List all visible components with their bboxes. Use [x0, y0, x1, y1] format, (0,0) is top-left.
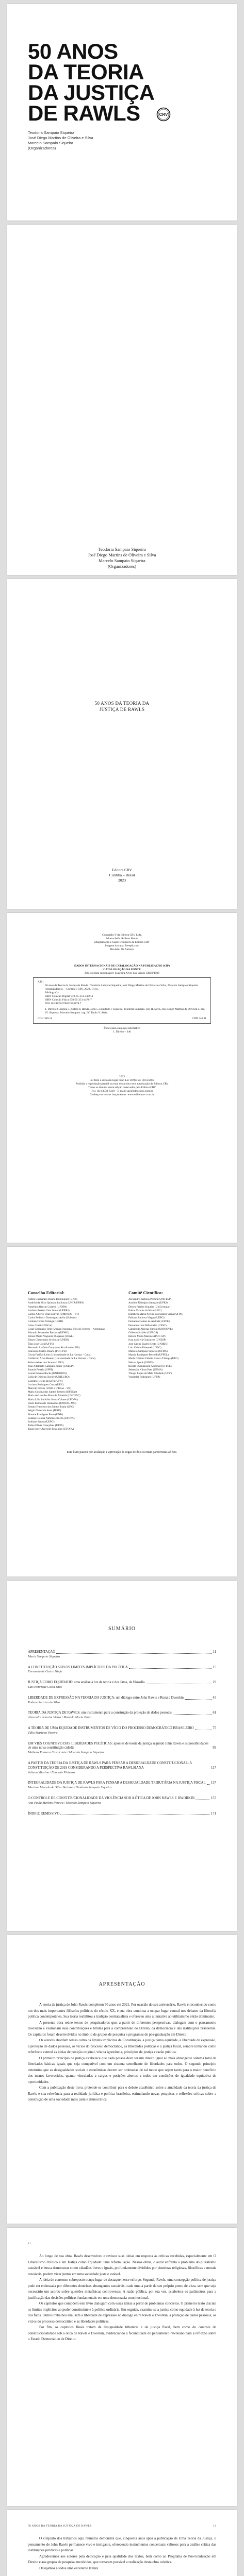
toc-entry-page: 157 [210, 1796, 216, 1800]
body-paragraph: Por fim, os capítulos finais tratam da desigualdade tributária e da justiça fiscal, bem como do controle de constitucionalidade sob a ótica de Rawls e Dworkin, evidenciando a fecundidade do pensamento rawlsiano para a reflexão sobre o Estado Democrático de Direito. [28, 2325, 216, 2341]
editorial-member: Cesar Gerónimo Tello (Univer. Nacional Três de Febrero – Argentina) [28, 1327, 105, 1331]
cover-title-line: DA JUSTIÇA [28, 80, 155, 105]
scientific-member: Gabriel de Alencar Simoni (UNINOVE) [128, 1327, 173, 1331]
editorial-member: Andréia da Silva Quintanilha Sousa (UNIR/UFRN) [28, 1301, 85, 1305]
editorial-member: Guillermo Arias Beatón (Universidade de La Havana – Cuba) [28, 1357, 95, 1361]
editorial-member: Lídia de Oliveira Xavier (UNIEURO) [28, 1376, 70, 1379]
toc-entry-author: Túlio Mariano Pereira [28, 1731, 58, 1735]
cip-subjects: 1. Direito 2. Justiça 3. Justiça 4. Rawls, John 5. Equidade I. Siqueira, Teodoria Sampaio. org. II. Silva, José Diego Martins de Oliveira e. org. III. Siqueira, Marcelo Sampaio. org. IV. Título V. Série. [45, 1008, 205, 1014]
body-paragraph: A presente obra reúne textos de pesquisadores que, a partir de diferentes perspectivas, dialogam com o pensamento rawlsiano e examinam suas contribuições e limites para a compreensão do Direito, da democracia e das instituições brasileiras. Os capítulos foram desenvolvidos no âmbito de grupos de pesquisa e programas de pós-graduação em Direito. [28, 2020, 216, 2037]
toc-entry[interactable] [28, 1681, 216, 1690]
scientific-committee-title: Comitê Científico: [128, 1290, 163, 1295]
editorial-member: João Adalberto Campato Junior (UNESP) [28, 1364, 74, 1368]
svg-text:CRV: CRV [159, 112, 168, 117]
toc-entry-title: O CONTROLE DE CONSTITUCIONALIDADE DA VIOLÊNCIA SOB A ÓTICA DE JOHN RAWLS E DWORKIN [28, 1796, 195, 1800]
toc-entry-page: 117 [211, 1766, 216, 1770]
scientific-member: Maria Cristina Vidotte Blanco Tárrega (UFG) [128, 1357, 179, 1361]
cip-isbn: ISBN Coleção Física 978-65-251-4478-7 [45, 998, 92, 1002]
editorial-council-title: Conselho Editorial: [28, 1290, 65, 1295]
editorial-member: Tania Suely Azevedo Brasileiro (UFOPA) [28, 1428, 74, 1431]
cover-organizers [28, 130, 93, 151]
body-paragraph: A ideia de consenso sobreposto ocupa lugar de destaque nesse esforço. Segundo Rawls, uma concepção política de justiça pode ser endossada por diferentes doutrinas abrangentes razoáveis, cada uma a partir de seu próprio ponto de vista, sem que seja necessário um acordo sobre questões metafísicas controversas. A razão pública, por sua vez, estabelece os parâmetros para a justificação das decisões políticas fundamentais em uma democracia constitucional. [28, 2278, 216, 2300]
toc-entry[interactable] [28, 1781, 216, 1790]
index-title: Índice para catálogo sistemático [104, 1027, 140, 1030]
copyright-footer [33, 1075, 211, 1097]
page-number: 11 [28, 2242, 31, 2245]
body-paragraph: Com a publicação deste livro, pretende-se contribuir para o debate acadêmico sobre a atualidade da teoria da justiça de Rawls e sua relevância para a realidade jurídica e política brasileira, estimulando novas pesquisas e reflexões críticas sobre a construção de uma sociedade mais justa e democrática. [28, 2086, 216, 2102]
organizer-role: (Organizadores) [28, 146, 56, 150]
toc-entry[interactable] [28, 1711, 216, 1720]
footer-legal: Proibida a reprodução parcial ou total desta obra sem autorização da Editora CRV [75, 1082, 169, 1086]
copyright-line: Copyright © da Editora CRV Ltda. [102, 934, 142, 937]
toc-entry-title: A PARTIR DA TEORIA DA JUSTIÇA DE RAWLS PARA PENSAR A DESIGUALDADE CONSTITUCIONAL: A CONSTITUIÇÃO DE 2019 CONSIDERANDO A PERSPECTIVA RAWLSIANA [28, 1761, 192, 1770]
editorial-member: Celso Conti (UFSCar) [28, 1324, 53, 1327]
editorial-member: Maria Cristina dos Santos Bezerra (UFSCar) [28, 1391, 77, 1394]
editorial-member: Carlos Alberto Vilar Estêvão (UMINHO – PT) [28, 1313, 79, 1316]
toc-entry-title: UM VIÉS COGNITIVO DAS LIBERDADES POLÍTICAS: apontes de teoria da justiça segundo John Rawls e as possibilidades de uma nova constituição cidadã [28, 1741, 208, 1750]
scientific-member: Nelson Speck (UFMS) [128, 1361, 154, 1364]
half-title-line: 50 ANOS DA TEORIA DA [94, 701, 150, 706]
body-paragraph: Os capítulos que compõem este livro dialogam com essas ideias a partir de problemas concretos. O primeiro texto discute os limites implícitos ao poder constituinte e à política ordinária. Em seguida, examina-se a justiça como equidade à luz da teoria e dos fatos. Outros trabalhos analisam a liberdade de expressão no diálogo entre Rawls e Dworkin, a proteção de dados pessoais, os vícios do processo democrático e as liberdades políticas. [28, 2301, 216, 2324]
toc-entry-author: Juliana Vitorino / Eduardo Pinheiro [28, 1770, 75, 1774]
editorial-member: Sérgio Nunes de Jesus (IFRO) [28, 1409, 61, 1413]
toc-entry[interactable] [28, 1696, 216, 1705]
cip-cdd: CDD 340.11 [192, 1017, 206, 1020]
index-item: 1. Direito – 340 [113, 1030, 131, 1033]
page-number: 13 [213, 2524, 216, 2528]
toc-entry-author: Matheus Fonseca Cavalcante / Marcelo Sampaio Siqueira [28, 1751, 104, 1755]
toc-leader [207, 1784, 210, 1785]
copyright-line: Diagramação e Capa: Designers da Editora CRV [94, 941, 150, 944]
publisher-logo-icon [156, 107, 171, 122]
toc-leader [185, 1699, 212, 1700]
body-paragraph: Ao longo de sua obra, Rawls desenvolveu e revisou suas ideias em resposta às críticas recebidas, especialmente em O Liberalismo Político e em Justiça como Equidade: uma reformulação. Nessas obras, o autor enfrenta o problema do pluralismo razoável e busca demonstrar como cidadãos livres e iguais, profundamente divididos por doutrinas religiosas, filosóficas e morais razoáveis, podem viver juntos em uma sociedade justa e estável. [28, 2254, 216, 2276]
editorial-member: Carlos Federico Dominguez Avila (Unieuro) [28, 1316, 77, 1320]
editorial-member: Lourdes Helena da Silva (UFV) [28, 1379, 63, 1383]
presentation-title: APRESENTAÇÃO [99, 1981, 145, 1987]
toc-entry-page: 29 [213, 1681, 216, 1685]
body-paragraph: A teoria da justiça de John Rawls completou 50 anos em 2021. Por ocasião do seu aniversário, Rawls é reconhecido como um dos mais importantes filósofos políticos do século XX, e sua obra continua a ocupar lugar central nos debates da filosofia política contemporânea. Sua teoria reabilitou a tradição contratualista e ofereceu uma alternativa ao utilitarismo então dominante. [28, 2003, 216, 2019]
cip-box [33, 977, 211, 1024]
editor-name: Teodoria Sampaio Siqueira [98, 547, 146, 552]
scientific-member: Luiz Otávio Pimentel (UFSC) [128, 1346, 161, 1349]
scientific-member: Vanderlei Rodrigues (UFPR) [128, 1376, 160, 1379]
toc-entry-author: Rudene Saraiva da Silva [28, 1700, 60, 1704]
cover-title-line: DA TEORIA [28, 60, 144, 84]
half-title [7, 700, 237, 713]
editorial-member: Aldira Guimarães Duarte Domínguez (UNB) [28, 1298, 77, 1301]
toc-entry-title: ÍNDICE REMISSIVO [28, 1811, 60, 1816]
toc-leader [173, 1714, 212, 1715]
cip-header: CATALOGAÇÃO NA FONTE [103, 968, 141, 971]
toc-entry[interactable] [28, 1726, 216, 1736]
editorial-council-list [28, 1298, 118, 1431]
copyright-page [7, 913, 237, 1243]
body-paragraph: Os autores abordam temas como os limites implícitos da Constituição, a justiça como equidade, a liberdade de expressão, a proteção de dados pessoais, os vícios do processo democrático, as liberdades políticas e a justiça fiscal, sempre tomando como referência central as ideias de posição original, véu da ignorância, princípios de justiça e razão pública. [28, 2038, 216, 2054]
toc-page [7, 1581, 237, 1931]
cip-body: 50 anos da Teoria da Justiça de Rawls / Teodoria Sampaio Siqueira, José Diego Martins de Oliveira e Silva, Marcelo Sampaio Siqueira (organizadores). – Curitiba : CRV, 2023. 174 p. [45, 984, 198, 991]
toc-entry-author: Luis Henrique Costa Dias [28, 1685, 62, 1689]
editorial-member: Simone Rodrigues Pinto (UNB) [28, 1413, 63, 1416]
presentation-page [7, 1935, 237, 2224]
toc-entry-title: LIBERDADE DE EXPRESSÃO NA TEORIA DA JUSTIÇA: um diálogo entre John Rawls e Ronald Dworkin [28, 1696, 184, 1700]
editorial-member: Gloria Fariñas León (Universidade de La Havana – Cuba) [28, 1353, 91, 1357]
cip-doi: DOI 10.24824/978652514478.7 [45, 1002, 82, 1005]
editor-name: José Diego Martins de Oliveira e Silva [88, 552, 156, 557]
editorial-member: Leonel Severo Rocha (UNISINOS) [28, 1372, 67, 1376]
toc-entry-title: INTEGRALIDADE DA JUSTIÇA DE RAWLS PARA PENSAR A DESIGUALDADE TRIBUTÁRIA NA JUSTIÇA FISCAL [28, 1781, 206, 1785]
cover-page [7, 4, 237, 221]
body-paragraph: O primeiro princípio de justiça estabelece que cada pessoa deve ter um direito igual ao mais abrangente sistema total de liberdades básicas iguais que seja compatível com um sistema semelhante de liberdades para todos. O segundo princípio determina que as desigualdades sociais e econômicas devem ser ordenadas de tal modo que sejam tanto para o maior benefício dos menos favorecidos, quanto vinculadas a cargos e posições abertos a todos em condições de igualdade equitativa de oportunidades. [28, 2056, 216, 2084]
scientific-member: Dirceu Pereira Siqueira (UniCesumar) [128, 1305, 171, 1309]
half-title-line: JUSTIÇA DE RAWLS [99, 707, 145, 712]
organizer-name: Teodoria Sampaio Siqueira [28, 130, 75, 135]
toc-entry-page: 137 [210, 1781, 216, 1785]
editorial-member: Eduardo Fernandes Barbosa (UFMG) [28, 1331, 69, 1335]
cip-cdu: CDU 340.11 [38, 1017, 52, 1020]
toc-entry[interactable] [28, 1761, 216, 1775]
continued-text [28, 2253, 216, 2343]
toc-entry[interactable] [28, 1666, 216, 1675]
editor-role: (Organizadores) [107, 564, 137, 569]
toc-entry-title: APRESENTAÇÃO [28, 1650, 56, 1654]
last-text [28, 2536, 216, 2576]
editorial-member: Fernando Antônio Gonçalves Alcoforado (IPB) [28, 1346, 80, 1349]
toc-entry[interactable] [28, 1797, 216, 1806]
scientific-member: Marcelo Sampaio Siqueira (UFMS) [128, 1350, 168, 1353]
publisher-info [7, 868, 237, 883]
organizer-name: Marcelo Sampaio Siqueira [28, 141, 73, 145]
editorial-member: Renato Francisco dos Santos Paula (UFG) [28, 1405, 74, 1409]
copyright-line: Imagem da capa: Freepik.com [105, 944, 139, 947]
last-page [7, 2510, 237, 2576]
cover-title [28, 41, 172, 124]
toc-entry-title: TEORIA DA JUSTIÇA DE RAWLS: um instrumento para a construção da proteção de dados pessoais [28, 1711, 172, 1715]
toc-entry-author: Ana Paula Martins Pereira / Marcelo Sampaio Siqueira [28, 1801, 101, 1805]
editorial-member: Maria Lília Imbiriba Sousa Colares (UFOPA) [28, 1398, 78, 1401]
editorial-member: Élsio José Corá (UFFS) [28, 1342, 54, 1346]
toc-entry-title: A CONSTITUIÇÃO SOB OS LIMITES IMPLÍCITOS DA POLÍTICA [28, 1665, 128, 1669]
scientific-committee [128, 1291, 219, 1380]
editorial-member: Paulo Romualdo Hernandes (UNIFAL-MG) [28, 1401, 76, 1405]
toc-entry[interactable] [28, 1650, 216, 1659]
editorial-member: Anselmo Alencar Colares (UFOPA) [28, 1305, 68, 1309]
editor-name: Marcelo Sampaio Siqueira [99, 558, 145, 563]
toc-entry-page: 171 [210, 1811, 216, 1816]
scientific-member: Edson Vicente da Silva (UFC) [128, 1309, 162, 1312]
editorial-member: Tadeu Oliver Gonçalves (UFPA) [28, 1424, 64, 1428]
publisher-name: Editora CRV [112, 868, 132, 872]
editorial-member: Jailson Alves dos Santos (UFRJ) [28, 1361, 64, 1364]
publisher-city: Curitiba – Brasil [109, 873, 135, 877]
toc-list [28, 1650, 216, 1822]
cip-code: A111 [38, 980, 44, 984]
copyright-line: Revisão: Os Autores [110, 948, 134, 951]
footer-legal: Todos os direitos desta edição reservados pela Editora CRV [88, 1086, 156, 1089]
footer-legal: Foi feito o depósito legal conf. Lei 10.994 de 14/12/2004 [89, 1079, 155, 1082]
toc-entry-page: 99 [213, 1746, 216, 1750]
toc-entry-page: 45 [213, 1696, 216, 1700]
editorial-member: Marcelo Paixão (UFRJ e UTexas – US) [28, 1387, 71, 1391]
peer-review-note: Este livro passou por avaliação e aprovação às cegas de dois ou mais pareceristas ad hoc. [67, 1451, 177, 1454]
scientific-member: Fernando Luiz Hillesheim (UFSC) [128, 1324, 167, 1327]
scientific-member: Fernando Gomes de Andrade (UFPE) [128, 1320, 170, 1324]
cip-librarian: Bibliotecária responsável: Luzenira Alves dos Santos CRB9/1506 [85, 972, 159, 975]
scientific-committee-list [128, 1298, 219, 1379]
editors-block [7, 547, 237, 569]
scientific-member: Elizabeth Maria Pereira dos Santos Viana (UFPR) [128, 1313, 184, 1316]
scientific-member: Fabiana Barbosa Viegas (UEPG) [128, 1316, 165, 1320]
toc-entry-title: A TEORIA DE UMA EQUIDADE INSTRUMENTOS DE VÍCIO DO PROCESSO DEMOCRÁTICO BRASILEIRO [28, 1726, 194, 1730]
presentation-text [28, 2002, 216, 2103]
editorial-member: Antônio Pereira Gaio Júnior (UFRRJ) [28, 1309, 70, 1312]
council-page [7, 1247, 237, 1577]
editorial-member: Sydione Santos (UEPG) [28, 1420, 55, 1423]
scientific-member: Marcia Rodrigues Bertoldi (UFPEL) [128, 1353, 169, 1357]
half-title-page [7, 579, 237, 909]
scientific-member: Ivan da Silva Gonçalves (UNESP) [128, 1338, 167, 1342]
continued-page [7, 2228, 237, 2506]
editorial-member: Maria de Lourdes Pinto de Almeida (UNOESC) [28, 1394, 80, 1398]
scientific-member: Antônio Ubirajara Sampaio (UFRJ) [128, 1301, 168, 1305]
editorial-member: Josania Portela (UFPI) [28, 1368, 53, 1372]
body-paragraph: Desejamos a todos uma excelente leitura. [39, 2566, 99, 2570]
toc-entry-page: 61 [213, 1711, 216, 1715]
footer-website: Conheça os nossos lançamentos: www.editoracrv.com.br [90, 1093, 154, 1096]
toc-entry-page: 15 [213, 1665, 216, 1669]
editorial-member: Solange Helena Ximenes-Rocha (UFOPA) [28, 1416, 75, 1420]
editors-page [7, 225, 237, 575]
editorial-member: Carmen Tereza Velanga (UNIR) [28, 1320, 63, 1324]
toc-leader [56, 1653, 212, 1654]
editorial-member: Elione Maria Nogueira Diogenes (UFAL) [28, 1335, 74, 1338]
cip-bibliography: Bibliografia [45, 991, 59, 994]
toc-entry-author: Alexandre Amorim Vieira / Marcela Maria Pinto [28, 1716, 91, 1720]
scientific-member: Helena Maria Marques (PUC-SP) [128, 1335, 166, 1338]
editorial-council [28, 1291, 118, 1432]
toc-entry-author: Fernanda de Castro Ninfo [28, 1670, 62, 1674]
copyright-line: Editor-chefe: Railson Moura [105, 937, 139, 940]
cip-record [33, 964, 211, 1034]
toc-entry[interactable] [28, 1742, 216, 1755]
toc-entry-page: 75 [213, 1726, 216, 1730]
running-header: 50 ANOS DA TEORIA DA JUSTIÇA DE RAWLS [28, 2524, 92, 2528]
scientific-member: José Carlos Soares Bento (UNIRIO) [128, 1342, 169, 1346]
copyright-credits [33, 934, 211, 952]
editorial-member: Elizeu Clementino de Souza (UNEB) [28, 1338, 69, 1342]
cip-classification [38, 1017, 206, 1021]
footer-year: 2023 [119, 1075, 125, 1078]
footer-contact: Tel.: (41) 3039-6418 – E-mail: sac@editoracrv.com.br [91, 1090, 153, 1093]
toc-leader [129, 1668, 212, 1669]
body-paragraph: Agradecemos aos autores pela dedicação e pela qualidade dos textos, bem como ao Programa de Pós-Graduação em Direito e aos grupos de pesquisa envolvidos, que tornaram possível a realização desta obra coletiva. [28, 2554, 216, 2564]
toc-entry-author: Mariane Macedo da Silva Barbosa / Teodoria Sampaio Siqueira [28, 1786, 112, 1790]
cover-title-line: DE RAWLS [28, 101, 140, 125]
cover-title-line: 50 ANOS [28, 39, 118, 63]
toc-title: SUMÁRIO [108, 1626, 136, 1632]
toc-entry-title: JUSTIÇA COMO EQUIDADE: uma análise à luz da teoria e dos fatos, da filosofia [28, 1681, 145, 1685]
scientific-member: Alexandre Barbosa Pereira (UNIFESP) [128, 1298, 172, 1301]
organizer-name: José Diego Martins de Oliveira e Silva [28, 135, 93, 140]
toc-entry-author: Maria Sampaio Siqueira [28, 1654, 60, 1658]
editorial-member: Luciano Rodrigues Costa (UFV) [28, 1383, 64, 1386]
scientific-member: Renata Ovenhausen Albernaz (UFPEL) [128, 1364, 172, 1368]
scientific-member: Sebastião Nilton Paes (UFMA) [128, 1368, 163, 1372]
editorial-member: Francisco Carlos Duarte (PUC-PR) [28, 1350, 67, 1353]
scientific-member: Gilberto Schäfer (UFRGS) [128, 1331, 158, 1335]
toc-entry-page: 11 [213, 1650, 216, 1654]
publication-year: 2023 [118, 878, 126, 883]
cip-isbn: ISBN Coleção Digital 978-65-251-4479-4 [45, 995, 93, 998]
toc-entry[interactable] [28, 1812, 216, 1817]
cip-header: DADOS INTERNACIONAIS DE CATALOGAÇÃO NA PUBLICAÇÃO (CIP) [74, 964, 170, 968]
body-paragraph: O conjunto dos trabalhos aqui reunidos demonstra que, cinquenta anos após a publicação de Uma Teoria da Justiça, o pensamento de John Rawls permanece vivo e instigante, oferecendo instrumentos conceituais valiosos para a análise crítica das instituições jurídicas e políticas. [28, 2536, 216, 2552]
scientific-member: Thiago Lopes de Melo Trindade (UFV) [128, 1372, 172, 1376]
